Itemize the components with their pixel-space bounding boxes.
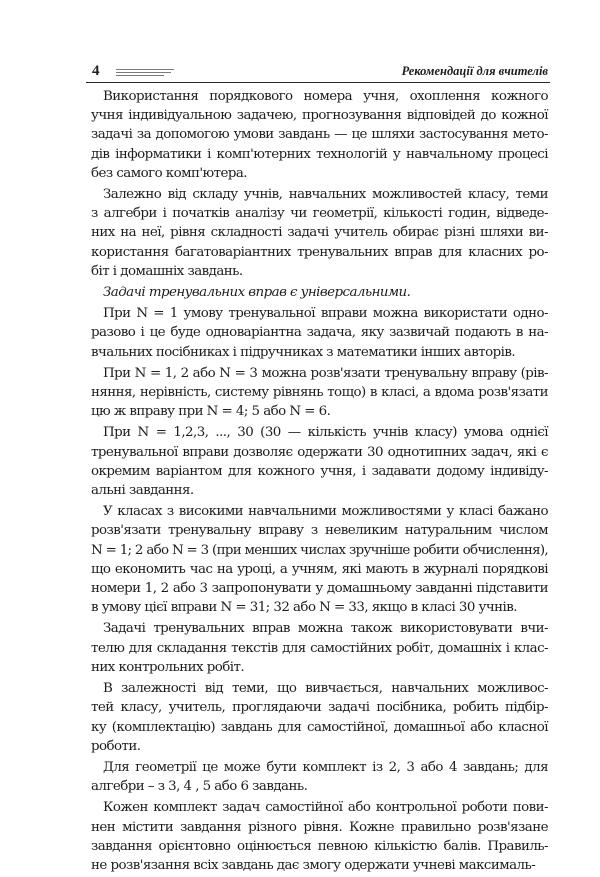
text-line: біт і домашніх завдань.: [91, 263, 243, 279]
text-line: Використання порядкового номера учня, охоплення кожного: [103, 89, 548, 104]
text-line: задачі за допомогою умови завдань — це шляхи застосування мето-: [91, 127, 548, 143]
text-line: з алгебри і початків аналізу чи геометрії, кількості годин, відведе-: [91, 206, 548, 222]
paragraph: [91, 619, 548, 677]
text-line: окремим варіантом для кожного учня, і задавати додому індивіду-: [91, 463, 548, 479]
text-line: без самого комп'ютера.: [91, 165, 247, 181]
text-line: роботи.: [91, 738, 141, 754]
text-line: них на неї, рівня складності задачі учитель обирає різні шляхи ви-: [91, 225, 548, 241]
text-line: Кожен комплект задач самостійної або контрольної роботи пови-: [103, 800, 548, 816]
text-line: Задачі тренувальних вправ можна також використовувати вчи-: [103, 621, 548, 637]
body-text: [91, 87, 548, 877]
text-line: в умову цієї вправи N = 31; 32 або N = 33, якщо в класі 30 учнів.: [91, 600, 517, 616]
text-line: При N = 1,2,3, ..., 30 (30 — кількість учнів класу) умова однієї: [103, 425, 548, 441]
paragraph: [91, 502, 548, 617]
paragraph: [91, 185, 548, 281]
text-line: номери 1, 2 або 3 запропонувати у домашньому завданні підставити: [91, 581, 548, 597]
text-line: телю для складання текстів для самостійних робіт, домашніх і клас-: [91, 640, 548, 656]
text-line: тренувальної вправи дозволяє одержати 30 однотипних задач, які є: [91, 444, 548, 460]
text-line: користання багатоваріантних тренувальних вправ для класних ро-: [91, 244, 548, 260]
text-line: нен містити завдання різного рівня. Кожне правильно розв'язане: [91, 819, 548, 835]
text-line: При N = 1 умову тренувальної вправи можна використати одно-: [103, 306, 548, 322]
text-line: N = 1; 2 або N = 3 (при менших числах зручніше робити обчислення),: [91, 542, 548, 558]
text-line: що економить час на уроці, а учням, які мають в журналі порядкові: [91, 561, 548, 577]
text-line: альні завдання.: [91, 483, 194, 499]
text-line: вчальних посібниках і підручниках з математики інших авторів.: [91, 344, 516, 360]
text-line: не розв'язання всіх завдань дає змогу одержати учневі максималь-: [91, 857, 536, 873]
paragraph: [91, 304, 548, 362]
text-line: При N = 1, 2 або N = 3 можна розв'язати тренувальну вправу (рів-: [103, 365, 548, 381]
text-line: них контрольних робіт.: [91, 659, 245, 675]
text-line: В залежності від теми, що вивчається, навчальних можливос-: [103, 681, 548, 697]
text-line: тей класу, учитель, проглядаючи задачі посібника, робить підбір-: [91, 700, 548, 716]
text-line: цю ж вправу при N = 4; 5 або N = 6.: [91, 404, 331, 420]
text-line: завдання орієнтовно оцінюється певною кількістю балів. Правиль-: [91, 838, 548, 854]
paragraph: [91, 87, 548, 183]
running-title: Рекомендації для вчителів: [401, 64, 548, 78]
text-line: розв'язати тренувальну вправу з невеликим натуральним числом: [91, 523, 548, 539]
text-line: разово і це буде одноваріантна задача, яку зазвичай подають в на-: [91, 325, 548, 341]
paragraph: [91, 283, 548, 302]
page-number: 4: [92, 63, 100, 79]
text-line: Задачі тренувальних вправ є універсальними.: [103, 285, 411, 301]
paragraph: [91, 423, 548, 500]
text-line: ку (комплектацію) завдань для самостійної, домашньої або класної: [91, 719, 548, 735]
text-line: дів інформатики і комп'ютерних технологій у навчальному процесі: [91, 146, 548, 162]
text-line: Залежно від складу учнів, навчальних можливостей класу, теми: [103, 187, 548, 203]
header-decoration: [116, 69, 174, 78]
paragraph: [91, 798, 548, 875]
page-header: [86, 62, 550, 83]
text-line: няння, нерівність, систему рівнянь тощо) в класі, а вдома розв'язати: [91, 385, 548, 401]
paragraph: [91, 364, 548, 422]
text-line: У класах з високими навчальними можливостями у класі бажано: [103, 504, 548, 520]
paragraph: [91, 679, 548, 756]
text-line: учня індивідуальною задачею, прогнозування відповідей до кожної: [91, 108, 548, 124]
text-line: алгебри – з 3, 4 , 5 або 6 завдань.: [91, 779, 308, 795]
paragraph: [91, 758, 548, 796]
text-line: Для геометрії це може бути комплект із 2, 3 або 4 завдань; для: [103, 759, 548, 775]
